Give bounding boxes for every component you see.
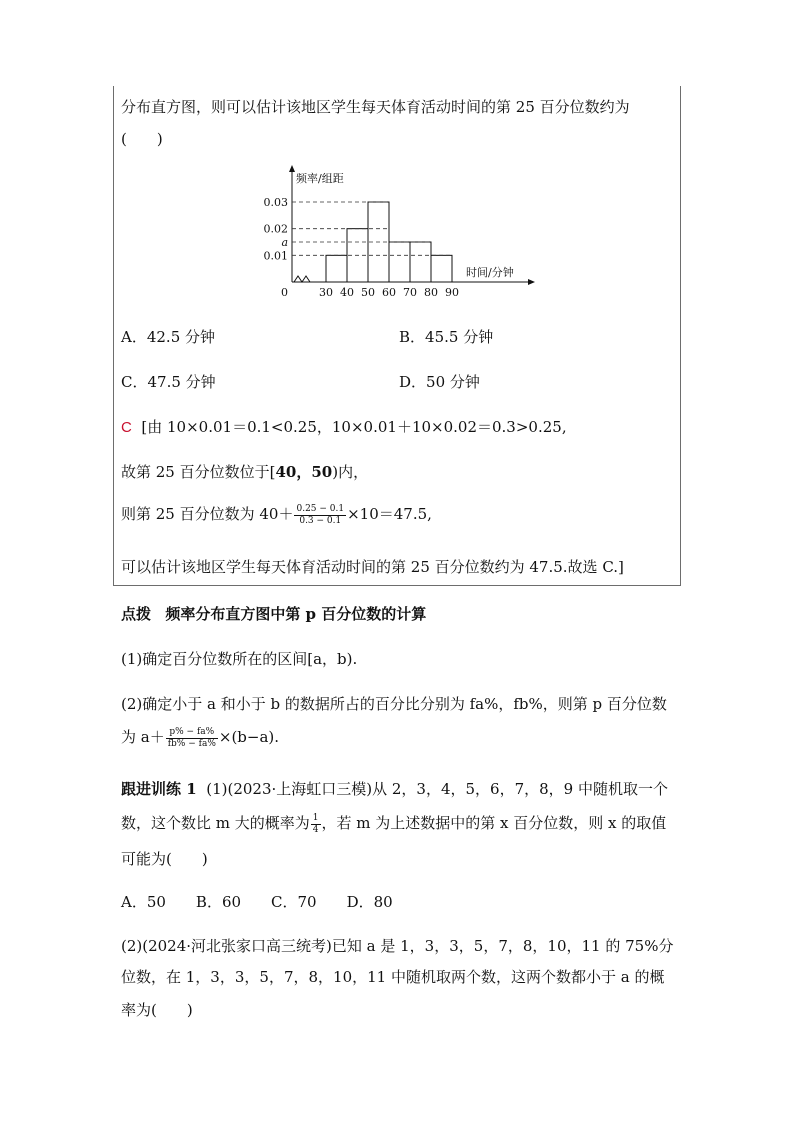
x-tick-label: 60 [382, 286, 396, 299]
exercise-q1-text-1: (1)(2023·上海虹口三模)从 2，3，4，5，6，7，8，9 中随机取一个 [206, 780, 668, 798]
exercise-q1-pre: 数，这个数比 m 大的概率为 [121, 814, 310, 832]
answer-line-2 [121, 461, 368, 482]
x-axis-arrow [528, 279, 535, 285]
exercise-q2-line-1: (2)(2024·河北张家口高三统考)已知 a 是 1，3，3，5，7，8，10，11 的 75%分 [121, 937, 674, 955]
exercise-q1-post: ，若 m 为上述数据中的第 x 百分位数，则 x 的取值 [321, 814, 667, 832]
answer-blank: ( ) [121, 130, 163, 148]
exercise-q1-line-3: 可能为( ) [121, 850, 208, 868]
exercise-q1-options: A．50 B．60 C．70 D．80 [121, 893, 393, 911]
y-tick-label: a [281, 236, 288, 249]
origin-label: 0 [281, 286, 288, 299]
exercise-title: 跟进训练 1 [121, 780, 197, 798]
histogram-bar [410, 242, 431, 282]
tip-fraction-denominator: fb% − fa% [167, 738, 216, 749]
answer-line-1-text: [由 10×0.01＝0.1<0.25，10×0.01＋10×0.02＝0.3>0.25, [141, 418, 567, 436]
x-tick-label: 30 [319, 286, 333, 299]
axis-break [294, 276, 310, 282]
tip-formula [121, 726, 279, 750]
histogram-bar [326, 255, 347, 282]
x-tick-label: 80 [424, 286, 438, 299]
exercise-q1-fraction [311, 813, 321, 836]
y-axis-arrow [289, 165, 295, 172]
tip-formula-post: ×(b−a). [218, 728, 280, 746]
x-tick-label: 70 [403, 286, 417, 299]
question-intro: 分布直方图，则可以估计该地区学生每天体育活动时间的第 25 百分位数约为 [121, 98, 630, 116]
x-axis-label: 时间/分钟 [466, 266, 514, 279]
answer-line-3 [121, 503, 432, 527]
answer-letter: C [121, 419, 132, 436]
tip-step-1: (1)确定百分位数所在的区间[a，b). [121, 650, 358, 668]
tip-fraction [166, 727, 218, 750]
answer-fraction [294, 504, 346, 527]
fraction-denominator: 0.3 − 0.1 [299, 515, 342, 526]
x-tick-label: 50 [361, 286, 375, 299]
tip-fraction-numerator: p% − fa% [166, 727, 218, 739]
exercise-q1-line-2 [121, 812, 666, 836]
fraction-numerator: 0.25 − 0.1 [296, 503, 345, 514]
tip-heading [121, 603, 426, 624]
tip-title: 频率分布直方图中第 p 百分位数的计算 [165, 605, 427, 623]
option-b: B．45.5 分钟 [399, 328, 494, 346]
tip-formula-pre: 为 a＋ [121, 728, 165, 746]
answer-line-1 [121, 416, 567, 437]
q1-fraction-denominator: 4 [312, 824, 319, 835]
tip-label: 点拨 [121, 605, 152, 623]
exercise-q2-line-3: 率为( ) [121, 1001, 193, 1019]
tip-step-2: (2)确定小于 a 和小于 b 的数据所占的百分比分别为 fa%，fb%，则第 p 百分位数 [121, 695, 667, 713]
answer-line-2-pre: 故第 25 百分位数位于[ [121, 463, 276, 481]
histogram-chart [0, 0, 794, 310]
y-tick-label: 0.01 [263, 249, 288, 263]
y-tick-label: 0.02 [263, 222, 288, 236]
y-tick-label: 0.03 [263, 196, 288, 209]
option-d: D．50 分钟 [399, 373, 480, 391]
answer-interval: 40，50 [275, 463, 333, 481]
q1-fraction-numerator: 1 [312, 812, 319, 823]
answer-line-2-post: )内， [332, 463, 369, 481]
x-tick-label: 90 [445, 286, 459, 299]
histogram-bar [431, 255, 452, 282]
y-axis-label: 频率/组距 [296, 172, 344, 185]
x-tick-label: 40 [340, 286, 354, 299]
answer-line-4: 可以估计该地区学生每天体育活动时间的第 25 百分位数约为 47.5.故选 C.] [121, 558, 624, 576]
histogram-bar [389, 242, 410, 282]
exercise-q1-line-1 [121, 778, 668, 799]
answer-line-3-pre: 则第 25 百分位数为 40＋ [121, 505, 294, 523]
option-a: A．42.5 分钟 [121, 328, 215, 346]
exercise-q2-line-2: 位数，在 1，3，3，5，7，8，10，11 中随机取两个数，这两个数都小于 a 的概 [121, 968, 665, 986]
option-c: C．47.5 分钟 [121, 373, 216, 391]
answer-line-3-post: ×10＝47.5, [347, 505, 432, 523]
